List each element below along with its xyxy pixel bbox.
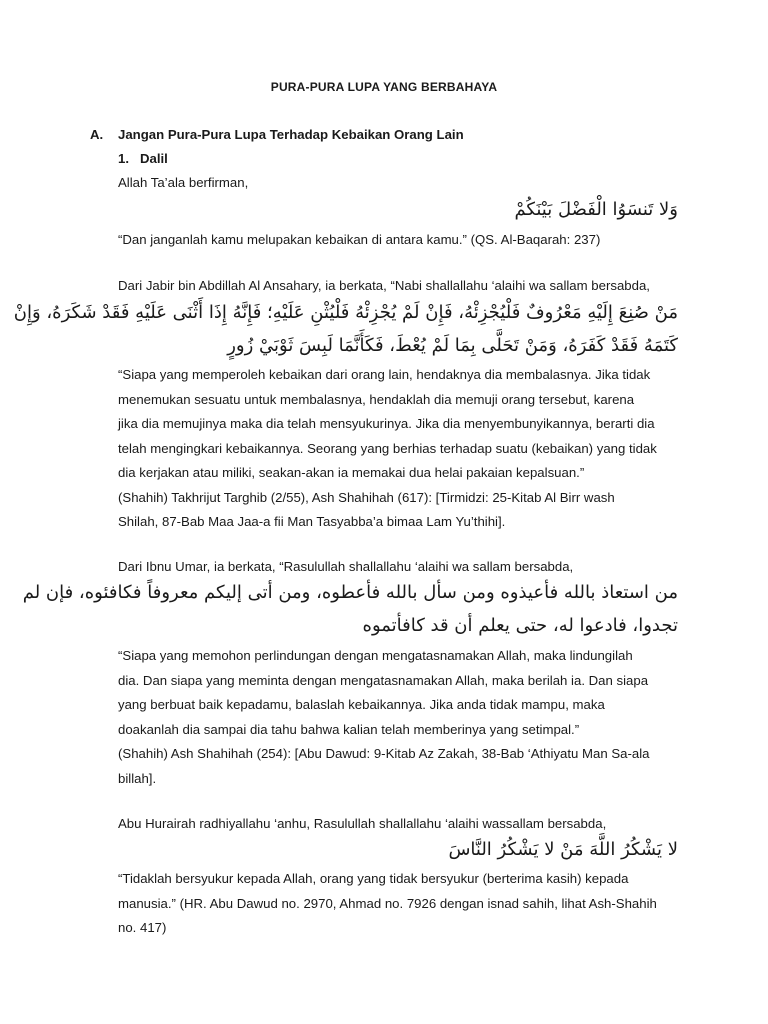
arabic-line: تجدوا، فادعوا له، حتى يعلم أن قد كافأتموه <box>362 615 678 636</box>
hadith1-translation <box>118 363 678 535</box>
ayah-arabic <box>118 193 678 226</box>
reference-line: (Shahih) Takhrijut Targhib (2/55), Ash Shahihah (617): [Tirmidzi: 25-Kitab Al Birr wash <box>118 489 615 505</box>
ayah-translation <box>118 228 678 253</box>
translation-line: “Siapa yang memperoleh kebaikan dari orang lain, hendaknya dia membalasnya. Jika tidak <box>118 367 651 382</box>
translation-line: doakanlah dia sampai dia tahu bahwa kalian telah memberinya yang setimpal.” <box>118 721 580 737</box>
page-title: PURA-PURA LUPA YANG BERBAHAYA <box>270 80 498 94</box>
reference-line: Shilah, 87-Bab Maa Jaa-a fii Man Tasyabba’a bimaa Lam Yu’thihi]. <box>118 514 506 529</box>
hadith-intro-text: Abu Hurairah radhiyallahu ‘anhu, Rasulullah shallallahu ‘alaihi wassallam bersabda, <box>118 816 607 831</box>
hadith2-translation <box>118 644 678 791</box>
hadith-intro-text: Dari Jabir bin Abdillah Al Ansahary, ia berkata, “Nabi shallallahu ‘alaihi wa sallam bersabda, <box>118 278 650 293</box>
subsection-heading <box>118 151 168 166</box>
intro-text: Allah Ta’ala berfirman, <box>118 175 249 190</box>
translation-line: “Dan janganlah kamu melupakan kebaikan di antara kamu.” (QS. Al-Baqarah: 237) <box>118 232 601 247</box>
intro-paragraph <box>118 171 678 196</box>
subsection-heading-text: Dalil <box>140 151 168 166</box>
arabic-line: لا يَشْكُرُ اللَّهَ مَنْ لا يَشْكُرُ النَّاسَ <box>448 839 678 860</box>
hadith1-arabic <box>13 296 678 362</box>
arabic-line: وَلا تَنسَوُا الْفَضْلَ بَيْنَكُمْ <box>514 199 678 220</box>
arabic-line: مَنْ صُنِعَ إِلَيْهِ مَعْرُوفٌ فَلْيُجْزِئْهُ، فَإِنْ لَمْ يُجْزِئْهُ فَلْيُثْنِ عَلَيْهِ؛ فَإِنَّهُ إِذَا أَثْنَى عَلَيْهِ فَقَدْ شَكَرَهُ، وَإِنْ <box>13 302 678 323</box>
translation-line: “Siapa yang memohon perlindungan dengan mengatasnamakan Allah, maka lindungilah <box>118 648 633 663</box>
translation-line: dia kerjakan atau miliki, seakan-akan ia memakai dua helai pakaian kepalsuan.” <box>118 465 585 480</box>
translation-line: yang berbuat baik kepadamu, balaslah kebaikannya. Jika anda tidak mampu, maka <box>118 697 605 712</box>
translation-line: menemukan sesuatu untuk membalasnya, hendaklah dia memuji orang tersebut, karena <box>118 391 635 407</box>
hadith2-arabic <box>22 576 678 642</box>
section-marker: A. <box>90 127 104 142</box>
hadith3-translation <box>118 867 678 941</box>
arabic-line: من استعاذ بالله فأعيذوه ومن سأل بالله فأعطوه، ومن أتى إليكم معروفاً فكافئوه، فإن لم <box>22 582 678 603</box>
section-heading-text: Jangan Pura-Pura Lupa Terhadap Kebaikan Orang Lain <box>118 127 464 142</box>
translation-line: “Tidaklah bersyukur kepada Allah, orang yang tidak bersyukur (berterima kasih) kepada <box>118 871 629 886</box>
translation-line: manusia.” (HR. Abu Dawud no. 2970, Ahmad no. 7926 dengan isnad sahih, lihat Ash-Shahih <box>118 895 657 911</box>
reference-line: no. 417) <box>118 920 167 935</box>
hadith-intro-text: Dari Ibnu Umar, ia berkata, “Rasulullah shallallahu ‘alaihi wa sallam bersabda, <box>118 559 574 574</box>
reference-line: billah]. <box>118 770 157 786</box>
hadith1-intro <box>118 274 678 299</box>
translation-line: telah mengingkari kebaikannya. Seorang yang berhias terhadap suatu (kebaikan) yang tidak <box>118 440 657 456</box>
arabic-line: كَتَمَهُ فَقَدْ كَفَرَهُ، وَمَنْ تَحَلَّى بِمَا لَمْ يُعْطَ، فَكَأَنَّمَا لَبِسَ ثَوْبَيْ زُورٍ <box>227 335 678 356</box>
translation-line: dia. Dan siapa yang meminta dengan mengatasnamakan Allah, maka berilah ia. Dan siapa <box>118 672 649 688</box>
translation-line: jika dia memujinya maka dia telah mensyukurinya. Jika dia menyembunyikannya, berarti dia <box>118 416 655 431</box>
subsection-marker: 1. <box>118 151 129 166</box>
hadith3-arabic <box>118 833 678 866</box>
section-heading <box>90 127 464 142</box>
reference-line: (Shahih) Ash Shahihah (254): [Abu Dawud: 9-Kitab Az Zakah, 38-Bab ‘Athiyatu Man Sa-ala <box>118 746 650 761</box>
